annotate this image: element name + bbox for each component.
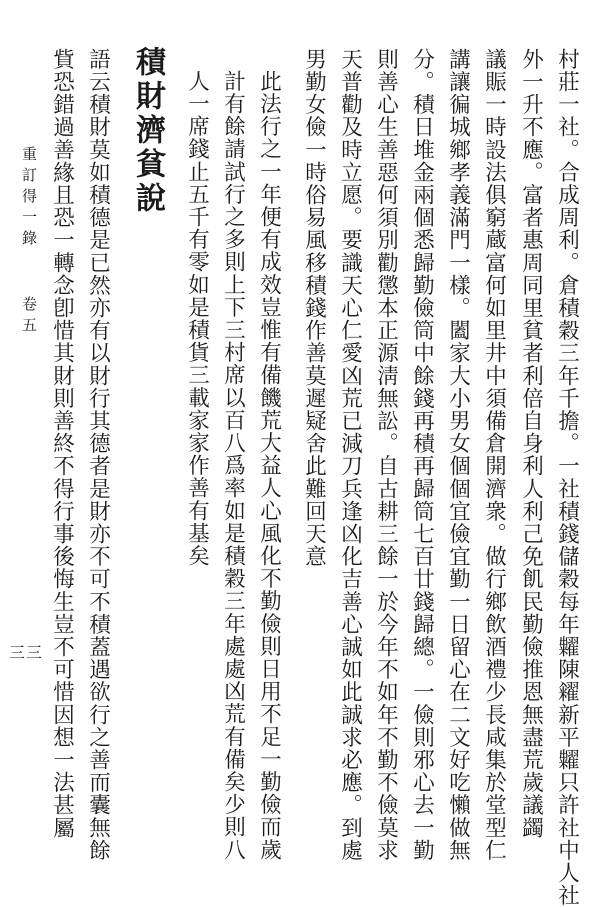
text-column: 講讓徧城鄉孝義滿門一樣。闔家大小男女個個宜儉宜勤一日留心在二文好吃懶做無 [445,48,471,862]
second-article-title: 積財濟貧說 [130,46,165,216]
text-column: 此法行之一年便有成效豈惟有備饑荒大益人心風化不勤儉則日用不足一勤儉而歲 [256,70,282,861]
text-column: 村莊一社。合成周利。倉積穀三年千擔。一社積錢儲穀每年糶陳糴新平糶只許社中人社 [554,48,580,907]
book-title: 重訂得一錄 [20,146,38,251]
text-column: 則善心生善惡何須別勸懲本正源淸無訟。自古耕三餘一於今年不如年不勤不儉莫求 [373,48,399,862]
volume-label: 卷五 [20,296,38,338]
text-column: 議賑一時設法俱窮蔵富何如里井中須備倉開濟衆。做行鄉飲酒禮少長咸集於堂型仁 [481,48,507,862]
second-article-text-column: 語云積財莫如積德是已然亦有以財行其德者是財亦不可不積蓋遇欲行之善而囊無餘 [85,48,111,862]
text-column: 天普勸及時立愿。要識天心仁愛凶荒已減刀兵逢凶化吉善心誠如此誠求必應。到處 [337,48,363,862]
second-article-text-column: 貲恐錯過善緣且恐一轉念卽惜其財則善終不得行事後悔生豈不可惜因想一法甚屬 [49,48,75,839]
text-column: 分。積日堆金兩個悉歸勤儉筒中餘錢再積再歸筒七百廿錢歸總。一儉則邪心去一勤 [409,48,435,862]
page-number: 三三 [9,643,44,662]
text-column: 男勤女儉一時俗易風移積錢作善莫遲疑舍此難回天意 [301,48,327,568]
text-column: 人一席錢止五千有零如是積貨三載家家作善有基矣 [184,70,210,568]
text-column: 外一升不應。富者惠周同里貧者利倍自身利人利己免飢民勤儉推恩無盡荒歲議蠲 [518,48,544,839]
text-column: 計有餘請試行之多則上下三村席以百八爲率如是積穀三年處處凶荒有備矣少則八 [220,70,246,861]
